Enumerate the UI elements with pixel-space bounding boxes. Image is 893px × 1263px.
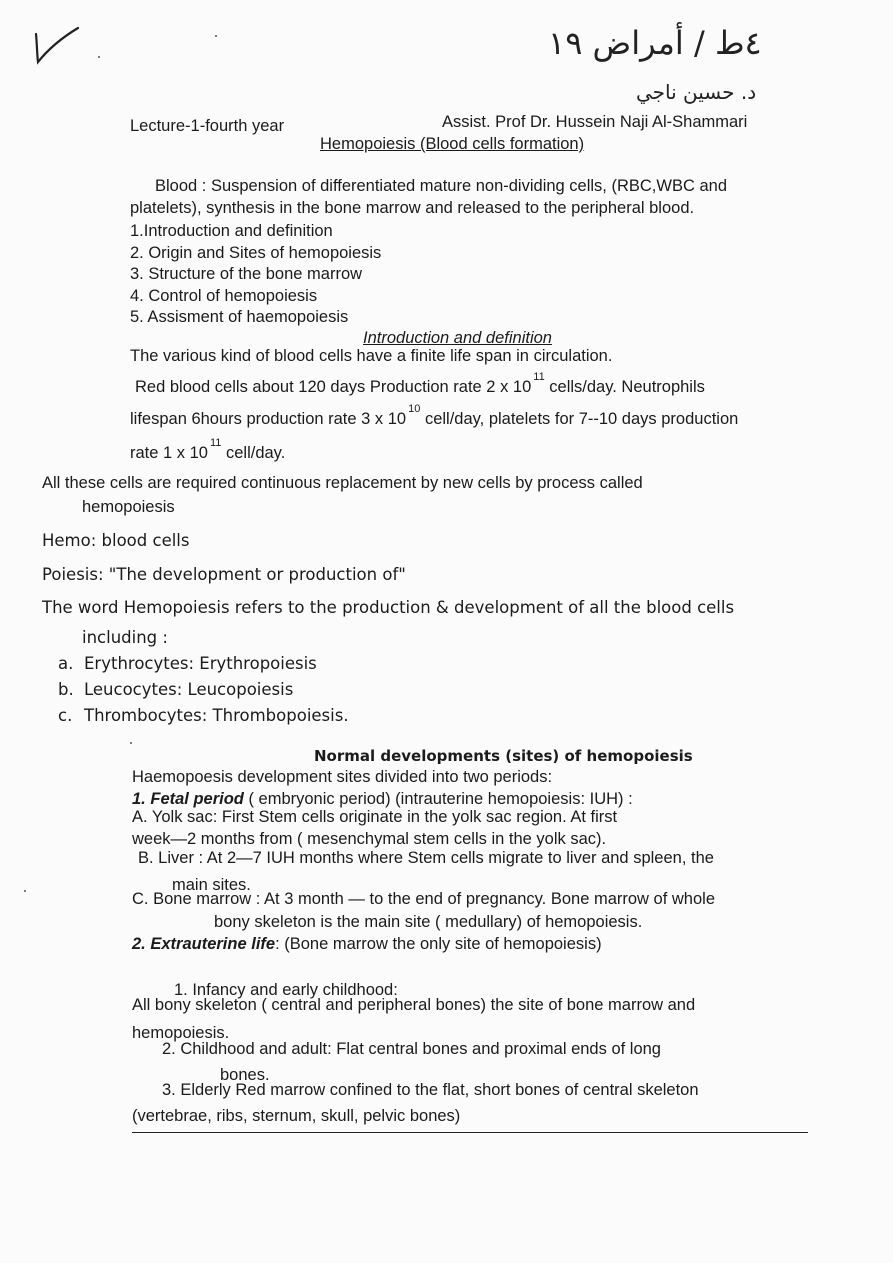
extrauterine-heading (132, 935, 602, 954)
fetal-period-heading (132, 790, 633, 809)
elderly-line-cont: (vertebrae, ribs, sternum, skull, pelvic bones) (132, 1107, 461, 1125)
exponent: 10 (408, 403, 421, 415)
hemopoiesis-definition: The word Hemopoiesis refers to the production & development of all the blood cells (42, 598, 735, 617)
infancy-detail: All bony skeleton ( central and peripheral bones) the site of bone marrow and (132, 996, 696, 1014)
blood-definition-line-1: Blood : Suspension of differentiated mature non-dividing cells, (RBC,WBC and (155, 177, 727, 195)
list-text: Leucocytes: Leucopoiesis (84, 680, 294, 699)
list-marker: b. (58, 680, 74, 699)
outline-item: 3. Structure of the bone marrow (130, 265, 363, 283)
bone-marrow-line-cont: bony skeleton is the main site ( medullary) of hemopoiesis. (214, 913, 643, 931)
section-heading-introduction: Introduction and definition (363, 329, 552, 347)
outline-item: 1.Introduction and definition (130, 222, 333, 240)
list-text: Erythrocytes: Erythropoiesis (84, 654, 317, 673)
speck (24, 890, 26, 892)
infancy-detail-cont: hemopoiesis. (132, 1024, 230, 1042)
rbc-text-end: cells/day. Neutrophils (549, 378, 705, 396)
liver-line-cont: main sites. (172, 876, 251, 894)
neutrophil-text-end: cell/day, platelets for 7--10 days production (424, 410, 739, 428)
platelet-text-end: cell/day. (225, 444, 286, 462)
list-marker: c. (58, 706, 73, 725)
handwritten-arabic-name: د. حسين ناجي (636, 80, 757, 104)
speck (130, 742, 132, 744)
blood-definition-line-2: platelets), synthesis in the bone marrow and released to the peripheral blood. (130, 199, 695, 217)
list-item (58, 706, 349, 725)
childhood-line-cont: bones. (220, 1066, 270, 1084)
infancy-line: 1. Infancy and early childhood: (174, 981, 398, 999)
yolk-sac-line: A. Yolk sac: First Stem cells originate in the yolk sac region. At first (132, 808, 618, 826)
hemopoiesis-definition-cont: including : (82, 628, 168, 647)
bone-marrow-line: C. Bone marrow : At 3 month — to the end of pregnancy. Bone marrow of whole (132, 890, 715, 908)
list-text: Thrombocytes: Thrombopoiesis. (84, 706, 349, 725)
outline-item: 4. Control of hemopoiesis (130, 287, 318, 305)
platelet-production-line (130, 437, 286, 463)
poiesis-definition: Poiesis: "The development or production of" (42, 565, 406, 584)
replacement-line-cont: hemopoiesis (82, 498, 175, 516)
exponent: 11 (209, 437, 222, 449)
section-heading-sites: Normal developments (sites) of hemopoiesis (314, 747, 693, 765)
bottom-rule (132, 1132, 808, 1133)
yolk-sac-line-cont: week—2 months from ( mesenchymal stem cells in the yolk sac). (132, 830, 607, 848)
fetal-number: 1. (132, 790, 146, 808)
replacement-line: All these cells are required continuous replacement by new cells by process called (42, 474, 643, 492)
childhood-line: 2. Childhood and adult: Flat central bones and proximal ends of long (162, 1040, 661, 1058)
sites-intro: Haemopoesis development sites divided into two periods: (132, 768, 553, 786)
outline-item: 2. Origin and Sites of hemopoiesis (130, 244, 382, 262)
speck (98, 56, 100, 58)
list-marker: a. (58, 654, 74, 673)
neutrophil-text: lifespan 6hours production rate 3 x 10 (130, 410, 407, 428)
rbc-text: Red blood cells about 120 days Production rate 2 x 10 (135, 378, 532, 396)
neutrophil-production-line (130, 403, 739, 429)
fetal-label: Fetal period (150, 790, 244, 808)
elderly-line: 3. Elderly Red marrow confined to the flat, short bones of central skeleton (162, 1081, 699, 1099)
extra-rest: : (Bone marrow the only site of hemopoiesis) (275, 935, 602, 953)
speck (215, 35, 217, 37)
fetal-rest: ( embryonic period) (intrauterine hemopoiesis: IUH) : (243, 790, 633, 808)
exponent: 11 (533, 371, 545, 383)
platelet-text: rate 1 x 10 (130, 444, 208, 462)
check-mark-icon (30, 22, 82, 66)
page-title: Hemopoiesis (Blood cells formation) (320, 135, 585, 153)
list-item (58, 680, 293, 699)
list-item (58, 654, 317, 673)
extra-number: 2. (132, 935, 146, 953)
liver-line: B. Liver : At 2—7 IUH months where Stem cells migrate to liver and spleen, the (138, 849, 714, 867)
lecture-label: Lecture-1-fourth year (130, 117, 285, 135)
outline-item: 5. Assisment of haemopoiesis (130, 308, 349, 326)
hemo-definition: Hemo: blood cells (42, 531, 190, 550)
author-name: Assist. Prof Dr. Hussein Naji Al-Shammari (442, 113, 748, 131)
extra-label: Extrauterine life (150, 935, 276, 953)
rbc-production-line (135, 371, 705, 397)
lifespan-line: The various kind of blood cells have a finite life span in circulation. (130, 347, 613, 365)
handwritten-arabic-course: ٤ط / أمراض ١٩ (548, 24, 762, 62)
